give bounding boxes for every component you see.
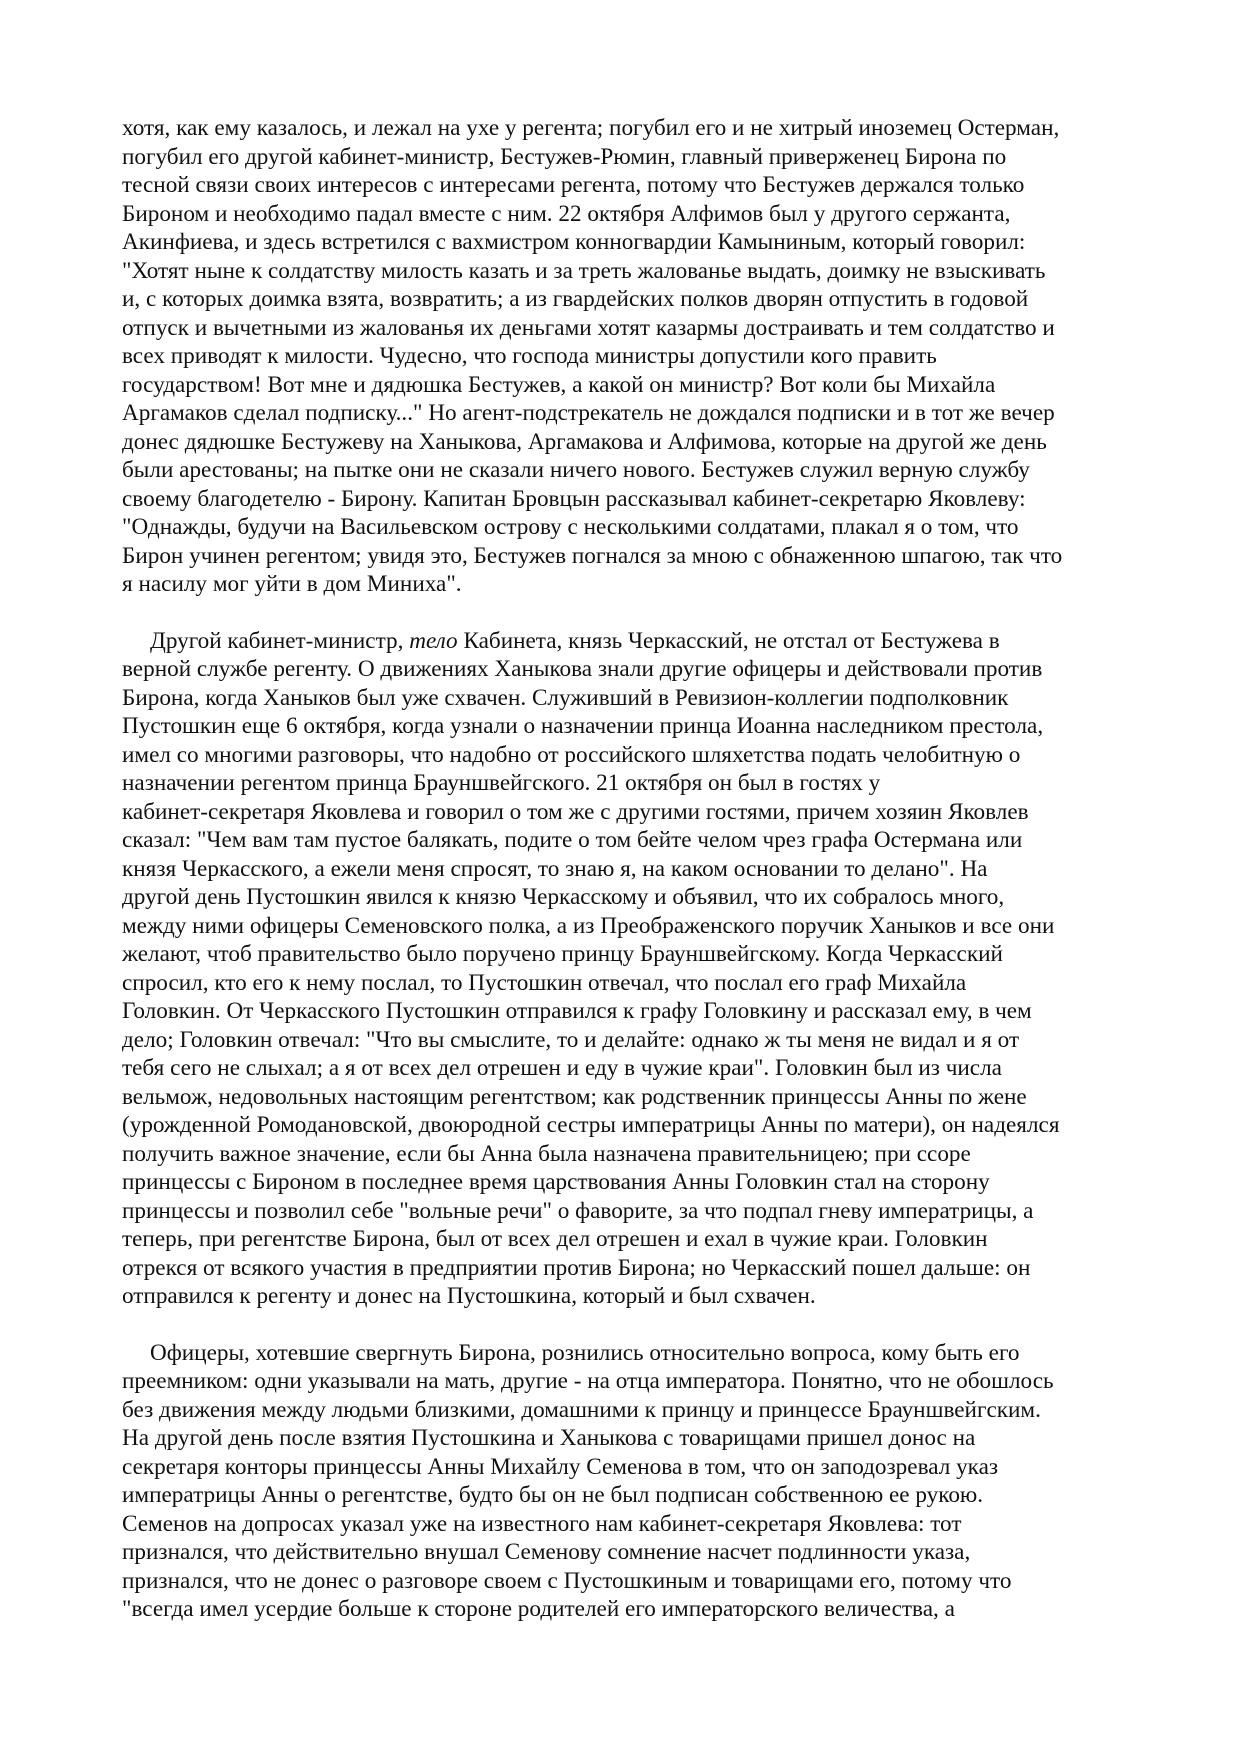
text-line: Семенов на допросах указал уже на известного нам кабинет-секретаря Яковлева: тот	[122, 1510, 962, 1537]
text-line: тебя сего не слыхал; а я от всех дел отрешен и еду в чужие краи". Головкин был из числа	[122, 1055, 1002, 1081]
text-line: спросил, кто его к нему послал, то Пустошкин отвечал, что послал его граф Михайла	[122, 969, 967, 996]
text-line: теперь, при регентстве Бирона, был от всех дел отрешен и ехал в чужие краи. Головкин	[122, 1226, 988, 1252]
text-line: Аргамаков сделал подписку..." Но агент-подстрекатель не дождался подписки и в тот же вечер	[122, 400, 1055, 426]
text-line: "Однажды, будучи на Васильевском острову с несколькими солдатами, плакал я о том, что	[122, 514, 1019, 540]
text-run: Другой кабинет-министр,	[150, 627, 410, 654]
text-line: "Хотят ныне к солдатству милость казать и за треть жалованье выдать, доимку не взыскивать	[122, 257, 1046, 284]
text-line: отрекся от всякого участия в предприятии против Бирона; но Черкасский пошел дальше: он	[122, 1254, 1031, 1281]
text-line: Пустошкин еще 6 октября, когда узнали о назначении принца Иоанна наследником престола,	[122, 713, 1044, 739]
text-line: Бирона, когда Ханыков был уже схвачен. Служивший в Ревизион-коллегии подполковник	[122, 684, 1009, 711]
text-line-first: Офицеры, хотевшие свергнуть Бирона, рознились относительно вопроса, кому быть его	[150, 1339, 1020, 1366]
text-line: хотя, как ему казалось, и лежал на ухе у регента; погубил его и не хитрый иноземец Остерман,	[122, 115, 1060, 141]
text-line: преемником: одни указывали на мать, другие - на отца императора. Понятно, что не обошлось	[122, 1368, 1054, 1394]
italic-word: тело	[409, 627, 458, 654]
text-line: Бирон учинен регентом; увидя это, Бестужев погнался за мною с обнаженною шпагою, так что	[122, 542, 1063, 569]
text-line: всех приводят к милости. Чудесно, что господа министры допустили кого править	[122, 343, 937, 369]
text-line: дело; Головкин отвечал: "Что вы смыслите, то и делайте: однако ж ты меня не видал и я от	[122, 1026, 1020, 1053]
text-line: признался, что действительно внушал Семенову сомнение насчет подлинности указа,	[122, 1539, 971, 1565]
text-line: вельмож, недовольных настоящим регентством; как родственник принцессы Анны по жене	[122, 1083, 1027, 1110]
text-line-first	[122, 627, 1132, 656]
text-line: были арестованы; на пытке они не сказали ничего нового. Бестужев служил верную службу	[122, 457, 1030, 483]
text-line: верной службе регенту. О движениях Ханыкова знали другие офицеры и действовали против	[122, 656, 1043, 682]
text-line: тесной связи своих интересов с интересами регента, потому что Бестужев держался только	[122, 172, 1025, 198]
text-line: принцессы и позволил себе "вольные речи" о фаворите, за что подпал гневу императрицы, а	[122, 1197, 1034, 1224]
text-line: Акинфиева, и здесь встретился с вахмистром конногвардии Камыниным, который говорил:	[122, 229, 1026, 255]
text-line: я насилу мог уйти в дом Миниха".	[122, 571, 462, 597]
text-line: без движения между людьми близкими, домашними к принцу и принцессе Брауншвейгским.	[122, 1396, 1041, 1423]
text-line: признался, что не донес о разговоре своем с Пустошкиным и товарищами его, потому что	[122, 1567, 1012, 1594]
text-line: и, с которых доимка взята, возвратить; а из гвардейских полков дворян отпустить в годовой	[122, 286, 1029, 312]
text-line: императрицы Анны о регентстве, будто бы он не был подписан собственною ее рукою.	[122, 1482, 984, 1508]
text-line: погубил его другой кабинет-министр, Бестужев-Рюмин, главный приверженец Бирона по	[122, 143, 1007, 170]
paragraph-3	[122, 1339, 1132, 1624]
text-line: назначении регентом принца Брауншвейгского. 21 октября он был в гостях у	[122, 770, 881, 796]
text-line: другой день Пустошкин явился к князю Черкасскому и объявил, что их собралось много,	[122, 884, 1005, 910]
text-line: донес дядюшке Бестужеву на Ханыкова, Аргамакова и Алфимова, которые на другой же день	[122, 428, 1047, 455]
text-line: желают, чтоб правительство было поручено принцу Брауншвейгскому. Когда Черкасский	[122, 941, 1003, 967]
text-line: между ними офицеры Семеновского полка, а из Преображенского поручик Ханыков и все они	[122, 912, 1055, 939]
paragraph-2	[122, 627, 1132, 1311]
text-line: сказал: "Чем вам там пустое балякать, подите о том бейте челом чрез графа Остермана или	[122, 827, 1023, 853]
text-line: имел со многими разговоры, что надобно от российского шляхетства подать челобитную о	[122, 741, 1021, 768]
text-line: Головкин. От Черкасского Пустошкин отправился к графу Головкину и рассказал ему, в чем	[122, 998, 1032, 1024]
text-line: князя Черкасского, а ежели меня спросят, то знаю я, на каком основании то делано". На	[122, 855, 988, 882]
text-line: своему благодетелю - Бирону. Капитан Бровцын рассказывал кабинет-секретарю Яковлеву:	[122, 485, 1026, 512]
text-line: Бироном и необходимо падал вместе с ним. 22 октября Алфимов был у другого сержанта,	[122, 200, 1011, 227]
text-line: На другой день после взятия Пустошкина и Ханыкова с товарищами пришел донос на	[122, 1425, 976, 1451]
paragraph-1	[122, 114, 1132, 599]
text-line: принцессы с Бироном в последнее время царствования Анны Головкин стал на сторону	[122, 1169, 990, 1195]
text-line: государством! Вот мне и дядюшка Бестужев, а какой он министр? Вот коли бы Михайла	[122, 371, 996, 398]
text-line: кабинет-секретаря Яковлева и говорил о том же с другими гостями, причем хозяин Яковлев	[122, 798, 1029, 825]
text-line: отправился к регенту и донес на Пустошкина, который и был схвачен.	[122, 1283, 816, 1309]
text-line: получить важное значение, если бы Анна была назначена правительницею; при ссоре	[122, 1140, 971, 1167]
text-run: Кабинета, князь Черкасский, не отстал от Бестужева в	[457, 627, 1000, 654]
text-line: (урожденной Ромодановской, двоюродной сестры императрицы Анны по матери), он надеялся	[122, 1112, 1060, 1138]
text-line: отпуск и вычетными из жалованья их деньгами хотят казармы достраивать и тем солдатство и	[122, 314, 1055, 341]
text-line: "всегда имел усердие больше к стороне родителей его императорского величества, а	[122, 1596, 955, 1622]
text-line: секретаря конторы принцессы Анны Михайлу Семенова в том, что он заподозревал указ	[122, 1453, 999, 1480]
document-page	[122, 114, 1132, 1652]
